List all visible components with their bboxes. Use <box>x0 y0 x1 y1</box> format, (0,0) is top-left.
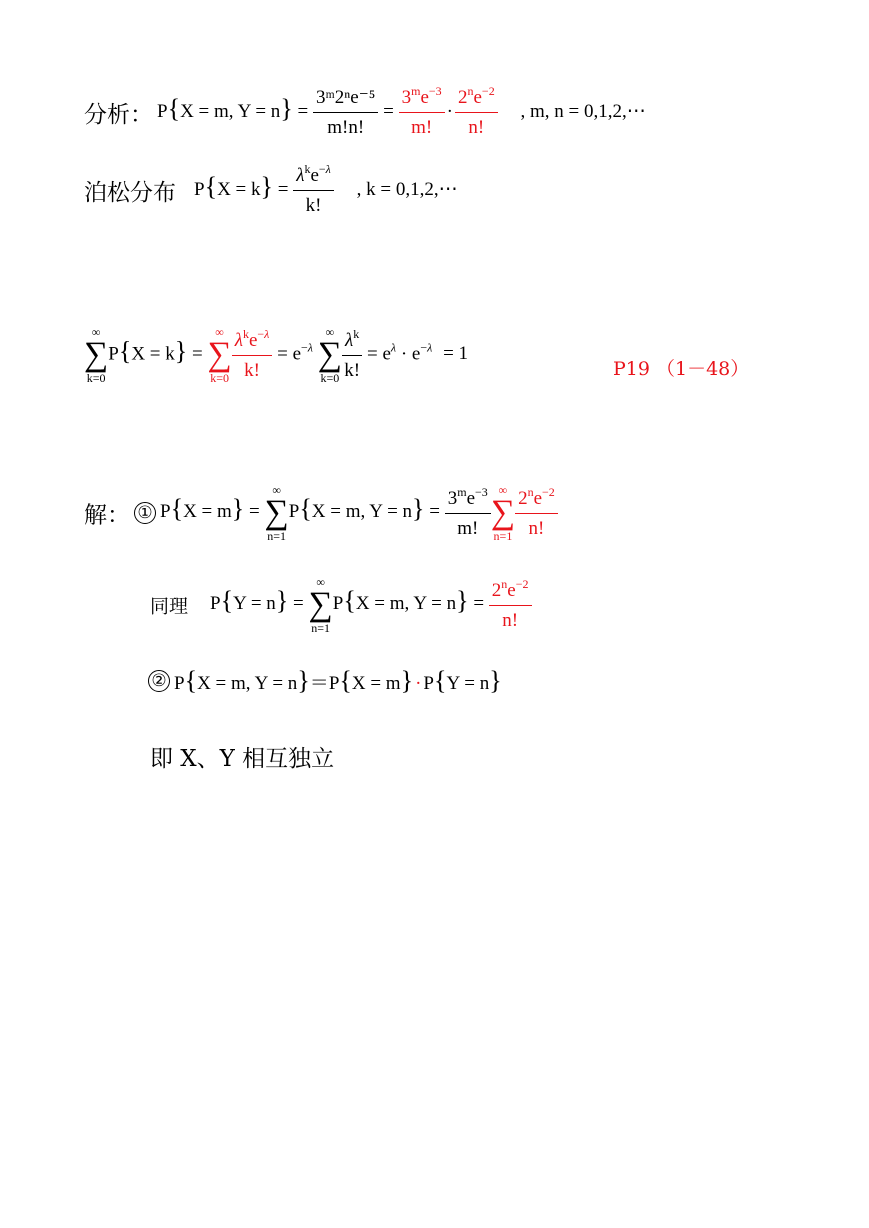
fraction-numerator: 3ᵐ2ⁿe⁻⁵ <box>313 88 378 113</box>
independence-conclusion: 即 X、Y 相互独立 <box>150 746 335 772</box>
sum-identity-line: ∞ ∑ k=0 P{X = k} = ∞ ∑ k=0 $\frac{\lambda^ke^{-\lambda}}{k!}$ = $e^{-\lambda}$ ∞ ∑ k=0 $\frac{\lambda^k}{k!}$ = $e^\lambda \cdot e^{-\lambda} = 1$ <box>84 325 469 385</box>
solution-step2: ② P{X = m, Y = n}＝P{X = m} · P{Y = n} <box>148 668 502 694</box>
index-range: , m, n = 0,1,2,⋯ <box>520 100 646 122</box>
poisson-term-highlight: $\frac{\lambda^ke^{-\lambda}}{k!}$ <box>232 331 273 380</box>
poisson-line <box>84 162 458 216</box>
step2-marker: ② <box>148 670 170 692</box>
analysis-label: 分析： <box>84 102 153 128</box>
poisson-event: X = k <box>217 178 261 200</box>
solution-step1: 解： ① P{X = m} = ∞ ∑ n=1 P{X = m, Y = n} = $\frac{3^me^{-3}}{m!}$ ∞ ∑ n=1 $\frac{2^ne^{-2}}{n!}$ <box>84 484 558 542</box>
fraction-joint <box>313 88 378 137</box>
poisson-label: 泊松分布 <box>84 180 176 206</box>
sum-symbol: ∞ ∑ k=0 <box>84 325 109 385</box>
prob-symbol: P <box>157 100 168 122</box>
sum-over-n-2: ∞ ∑ n=1 <box>308 575 333 635</box>
similarly-label: 同理 <box>150 595 189 618</box>
analysis-formula: P{X = m, Y = n} = $\frac{\text{3ᵐ2ⁿe⁻⁵}}{m!n!}$ = $\frac{3^me^{-3}}{m!}$ · $\frac{2^ne^{-2}}{n!}$ , m, n = 0,1,2,⋯ <box>157 84 646 138</box>
sum-symbol-2: ∞ ∑ k=0 <box>317 325 342 385</box>
poisson-range: , k = 0,1,2,⋯ <box>356 178 458 200</box>
sum-over-n-highlight: ∞ ∑ n=1 <box>490 483 516 543</box>
fraction-denominator: m!n! <box>327 117 365 138</box>
event-text: X = m, Y = n <box>180 100 281 122</box>
x-marginal-fraction: $\frac{3^me^{-3}}{m!}$ <box>445 489 491 538</box>
solution-similarly: 同理 P{Y = n} = ∞ ∑ n=1 P{X = m, Y = n} = $\frac{2^ne^{-2}}{n!}$ <box>150 576 532 634</box>
poisson-fraction: $\frac{\lambda^ke^{-\lambda}}{k!}$ <box>293 166 334 215</box>
fraction-x-marginal: $\frac{3^me^{-3}}{m!}$ <box>399 88 445 137</box>
poisson-formula: P{X = k} = $\frac{\lambda^ke^{-\lambda}}{k!}$ , k = 0,1,2,⋯ <box>194 162 458 216</box>
sum-symbol-highlight: ∞ ∑ k=0 <box>207 325 232 385</box>
sum-over-n: ∞ ∑ n=1 <box>264 483 289 543</box>
solution-label: 解： <box>84 502 130 529</box>
y-term-highlight: $\frac{2^ne^{-2}}{n!}$ <box>515 489 558 538</box>
analysis-line <box>84 84 646 138</box>
fraction-y-marginal: $\frac{2^ne^{-2}}{n!}$ <box>455 88 498 137</box>
y-marginal-highlight: $\frac{2^ne^{-2}}{n!}$ <box>489 581 532 630</box>
textbook-reference: P19 （1－48） <box>613 358 750 380</box>
step1-marker: ① <box>134 502 156 524</box>
sum-result: = 1 <box>443 343 469 365</box>
lambda-power-fraction: $\frac{\lambda^k}{k!}$ <box>342 331 362 380</box>
